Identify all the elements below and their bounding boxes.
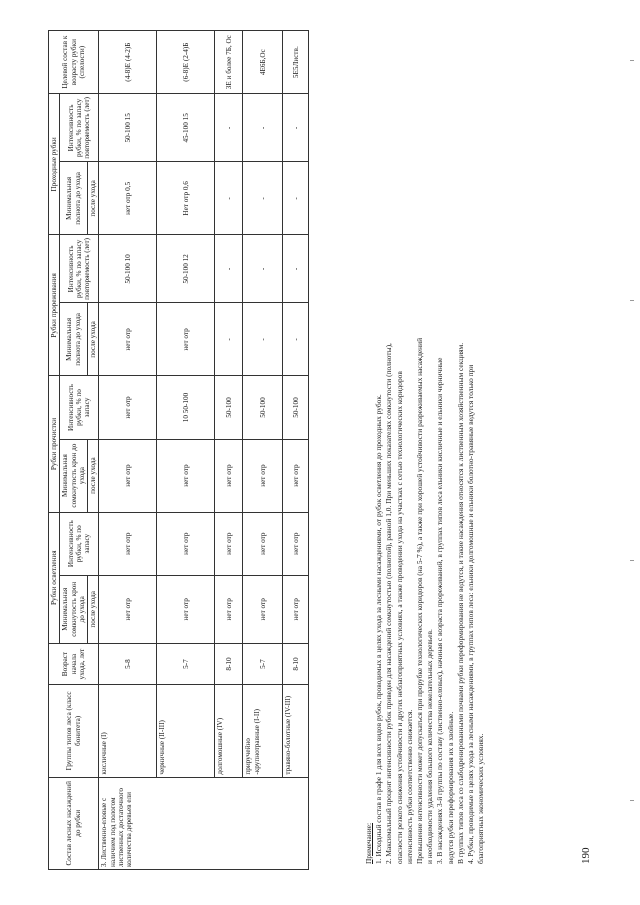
table-row — [243, 31, 283, 870]
cell-prohod-min: - — [215, 162, 243, 235]
note-line: 4. Рубки, проводимые в целях ухода за лесными насаждениями, в группах типов леса: ельники долгомошные и ельники болотно-травяные ведутся только при — [466, 364, 476, 864]
note-line: опасности резкого снижения устойчивости и других неблагоприятных условиях, а также проведении ухода на участках с сетью технологических коридоров — [394, 371, 404, 864]
cell-osv-int: нет отр — [243, 512, 283, 575]
header-prorezh-min: Минимальная полнота до ухода — [60, 303, 88, 376]
header-osv-min: Минимальная сомкнутость крон до ухода — [60, 575, 88, 643]
page-number: 190 — [580, 847, 592, 864]
header-proch-int: Интенсивность рубки, % по запасу — [60, 376, 99, 439]
cell-proch-min: нет отр — [243, 439, 283, 512]
header-composition: Состав лесных насаждений до рубки — [49, 777, 99, 869]
note-line: благоприятных экономических условиях. — [476, 733, 486, 864]
table-row — [215, 31, 243, 870]
note-line: 3. В насаждениях 3-й группы по составу (лиственно-еловых), начиная с возраста прореживаний, в группах типов леса ельники кисличные и ельники черничные — [435, 357, 445, 864]
header-row-groups — [49, 31, 60, 870]
header-proch-min: Минимальная сомкнутость крон до ухода — [60, 439, 88, 512]
cell-proch-int: 50-100 — [283, 376, 309, 439]
table-row — [99, 31, 157, 870]
header-group-prochistka: Рубки прочистки — [49, 376, 60, 512]
header-prohod-min: Минимальная полнота до ухода — [60, 162, 88, 235]
cell-proch-min: нет отр — [283, 439, 309, 512]
table-row — [157, 31, 215, 870]
cell-age: 5-8 — [99, 643, 157, 684]
cell-age: 5-7 — [157, 643, 215, 684]
header-prohod-int: Интенсивность рубки, % по запасу повторяемость (лет) — [60, 94, 99, 162]
header-after-care: после ухода — [88, 439, 99, 512]
cell-prohod-min: - — [243, 162, 283, 235]
margin-mark — [630, 560, 634, 561]
cell-osv-min: нет отр — [99, 575, 157, 643]
cell-proch-int: нет отр — [99, 376, 157, 439]
cell-proch-min: нет отр — [215, 439, 243, 512]
cell-prorezh-min: - — [283, 303, 309, 376]
cell-composition: 3. Лиственно-еловые с наличием под пологом лиственных достаточного количества деревьев ели — [99, 777, 309, 869]
rotated-content — [48, 30, 608, 870]
note-line: 1. Исходный состав в графе 1 для всех видов рубок, проводимых в целях ухода за лесными насаждениями, от рубок осветления до проходных рубок. — [374, 394, 384, 864]
header-prorezh-int: Интенсивность рубки, % по запасу повторяемость (лет) — [60, 235, 99, 303]
cell-target: (6-8)Е (2-4)Б — [157, 31, 215, 94]
notes-block — [364, 44, 486, 864]
header-group-osvetlenie: Рубки осветления — [49, 512, 60, 643]
cell-prohod-int: - — [283, 94, 309, 162]
cell-osv-min: нет отр — [157, 575, 215, 643]
cell-prorezh-min: - — [243, 303, 283, 376]
cell-target: 5Е5Листв. — [283, 31, 309, 94]
margin-mark — [630, 60, 634, 61]
cell-proch-min: нет отр — [99, 439, 157, 512]
note-line: интенсивность рубки соответственно снижается. — [404, 709, 414, 864]
cell-prorezh-int: - — [283, 235, 309, 303]
cell-prohod-int: - — [243, 94, 283, 162]
cell-prorezh-min: нет отр — [99, 303, 157, 376]
cell-forest-type: травяно-болотные (IV-III) — [283, 685, 309, 777]
cell-target: 4Е6Б,Ос — [243, 31, 283, 94]
cell-prohod-int: - — [215, 94, 243, 162]
note-line: 2. Максимальный процент интенсивности рубок приведен для насаждений сомкнутостью (полнотой), равной 1,0. При меньших показателях сомкнутости (полноты), — [384, 343, 394, 864]
cell-prorezh-int: - — [215, 235, 243, 303]
cell-proch-min: нет отр — [157, 439, 215, 512]
cell-osv-min: нет отр — [283, 575, 309, 643]
header-group-prorezhivanie: Рубки прореживания — [49, 235, 60, 376]
header-group-prohodnye: Проходные рубки — [49, 94, 60, 235]
cell-osv-min: нет отр — [243, 575, 283, 643]
cell-forest-type: долгомошные (IV) — [215, 685, 243, 777]
cell-age: 8-10 — [283, 643, 309, 684]
cell-prorezh-int: 50-100 12 — [157, 235, 215, 303]
header-target: Целевой состав к возрасту рубки (спелости) — [49, 31, 99, 94]
cell-osv-min: нет отр — [215, 575, 243, 643]
note-line: Превышение интенсивности может допускаться при прорубке технологических коридоров (на 5-7 %), а также при хорошей устойчивости разреживаемых насаждений — [415, 337, 425, 864]
margin-mark — [630, 300, 634, 301]
note-line: и необходимости удаления большого количества нежелательных деревьев. — [425, 629, 435, 864]
cell-forest-type: кисличные (I) — [99, 685, 157, 777]
cell-forest-type: черничные (II-III) — [157, 685, 215, 777]
cell-prohod-int: 45-100 15 — [157, 94, 215, 162]
cell-prohod-min: нет отр 0,5 — [99, 162, 157, 235]
cell-prorezh-min: - — [215, 303, 243, 376]
header-after-care: после ухода — [88, 162, 99, 235]
cell-prohod-int: 50-100 15 — [99, 94, 157, 162]
cell-proch-int: 50-100 — [243, 376, 283, 439]
forest-care-table — [48, 30, 309, 870]
cell-target: (4-8)Е (4-2)Б — [99, 31, 157, 94]
cell-prorezh-int: - — [243, 235, 283, 303]
cell-proch-int: 10 50-100 — [157, 376, 215, 439]
note-line: ведутся рубки переформирования их в хвойные. — [445, 711, 455, 864]
cell-prorezh-int: 50-100 10 — [99, 235, 157, 303]
header-after-care: после ухода — [88, 575, 99, 643]
header-age: Возраст начала ухода, лет — [49, 643, 99, 684]
cell-osv-int: нет отр — [157, 512, 215, 575]
cell-age: 8-10 — [215, 643, 243, 684]
header-after-care: после ухода — [88, 303, 99, 376]
cell-proch-int: 50-100 — [215, 376, 243, 439]
cell-forest-type: приручейно -крупнотравные (I-II) — [243, 685, 283, 777]
cell-osv-int: нет отр — [99, 512, 157, 575]
cell-target: 3Е и более 7Б, Ос — [215, 31, 243, 94]
cell-prorezh-min: нет отр — [157, 303, 215, 376]
header-forest-type: Группы типов леса (класс бонитета) — [49, 685, 99, 777]
table-row — [283, 31, 309, 870]
margin-mark — [630, 800, 634, 801]
note-line: В группах типов леса со слабодренированными почвами рубки переформирования не ведутся, и такие насаждения относятся к лиственным хозяйственным секциям. — [455, 342, 465, 864]
cell-prohod-min: - — [283, 162, 309, 235]
notes-title: Примечание: — [364, 822, 373, 864]
cell-prohod-min: Нет отр 0,6 — [157, 162, 215, 235]
cell-osv-int: нет отр — [215, 512, 243, 575]
cell-osv-int: нет отр — [283, 512, 309, 575]
header-osv-int: Интенсивность рубки, % по запасу — [60, 512, 99, 575]
cell-age: 5-7 — [243, 643, 283, 684]
